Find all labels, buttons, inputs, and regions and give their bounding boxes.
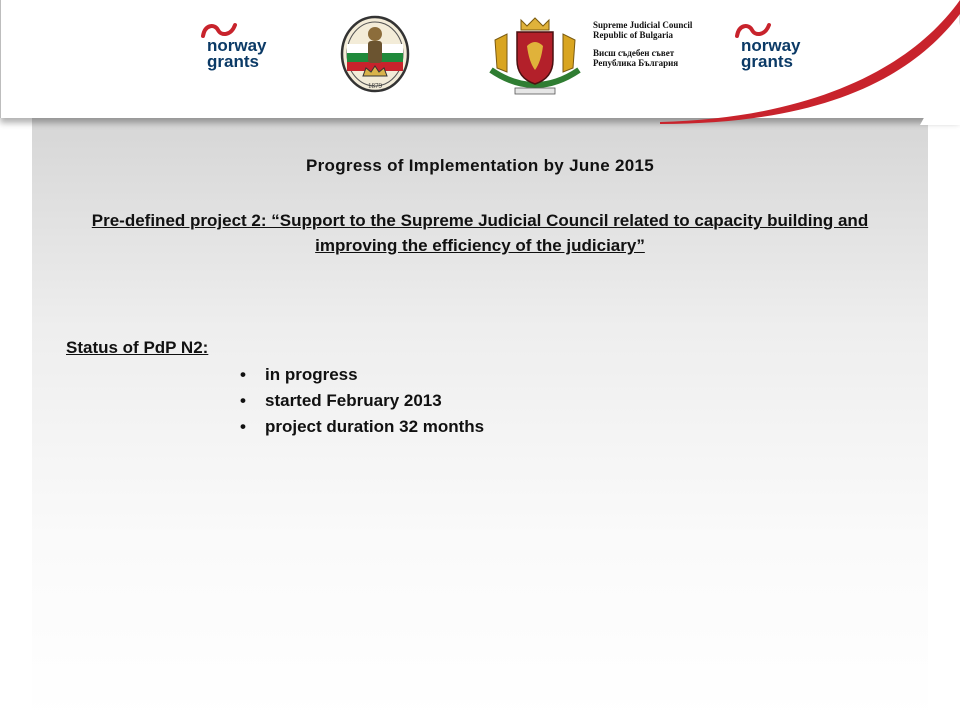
bullet-icon: • (240, 417, 246, 436)
status-label: Status of PdP N2: (66, 338, 209, 357)
status-item-text: project duration 32 months (265, 417, 485, 436)
sjc-line-en-2: Republic of Bulgaria (593, 30, 674, 40)
bullet-icon: • (240, 365, 246, 384)
supreme-judicial-council-seal (337, 14, 413, 94)
sjc-line-bg-1: Висш съдебен съвет (593, 48, 675, 58)
status-item-text: started February 2013 (265, 391, 442, 410)
project-title: Pre-defined project 2: “Support to the Supreme Judicial Council related to capacity building and improving the efficiency of the judiciary” (91, 211, 869, 255)
seal-year: 1879 (368, 82, 382, 90)
bulgaria-coat-of-arms (485, 10, 585, 96)
norway-logo-line2: grants (741, 52, 793, 71)
norway-logo-line1: norway (207, 36, 267, 55)
status-list (240, 362, 484, 440)
decorative-swoosh (660, 0, 960, 125)
sjc-line-bg-2: Република България (593, 58, 679, 68)
list-item (240, 388, 484, 414)
norway-logo-line1: norway (741, 36, 801, 55)
list-item (240, 362, 484, 388)
status-item-text: in progress (265, 365, 358, 384)
page-heading: Progress of Implementation by June 2015 (305, 156, 655, 175)
norway-logo-text (207, 38, 267, 70)
norway-grants-logo-left (189, 14, 285, 94)
norway-logo-line2: grants (207, 52, 259, 71)
list-item (240, 414, 484, 440)
sjc-line-en-1: Supreme Judicial Council (593, 20, 693, 30)
bullet-icon: • (240, 391, 246, 410)
